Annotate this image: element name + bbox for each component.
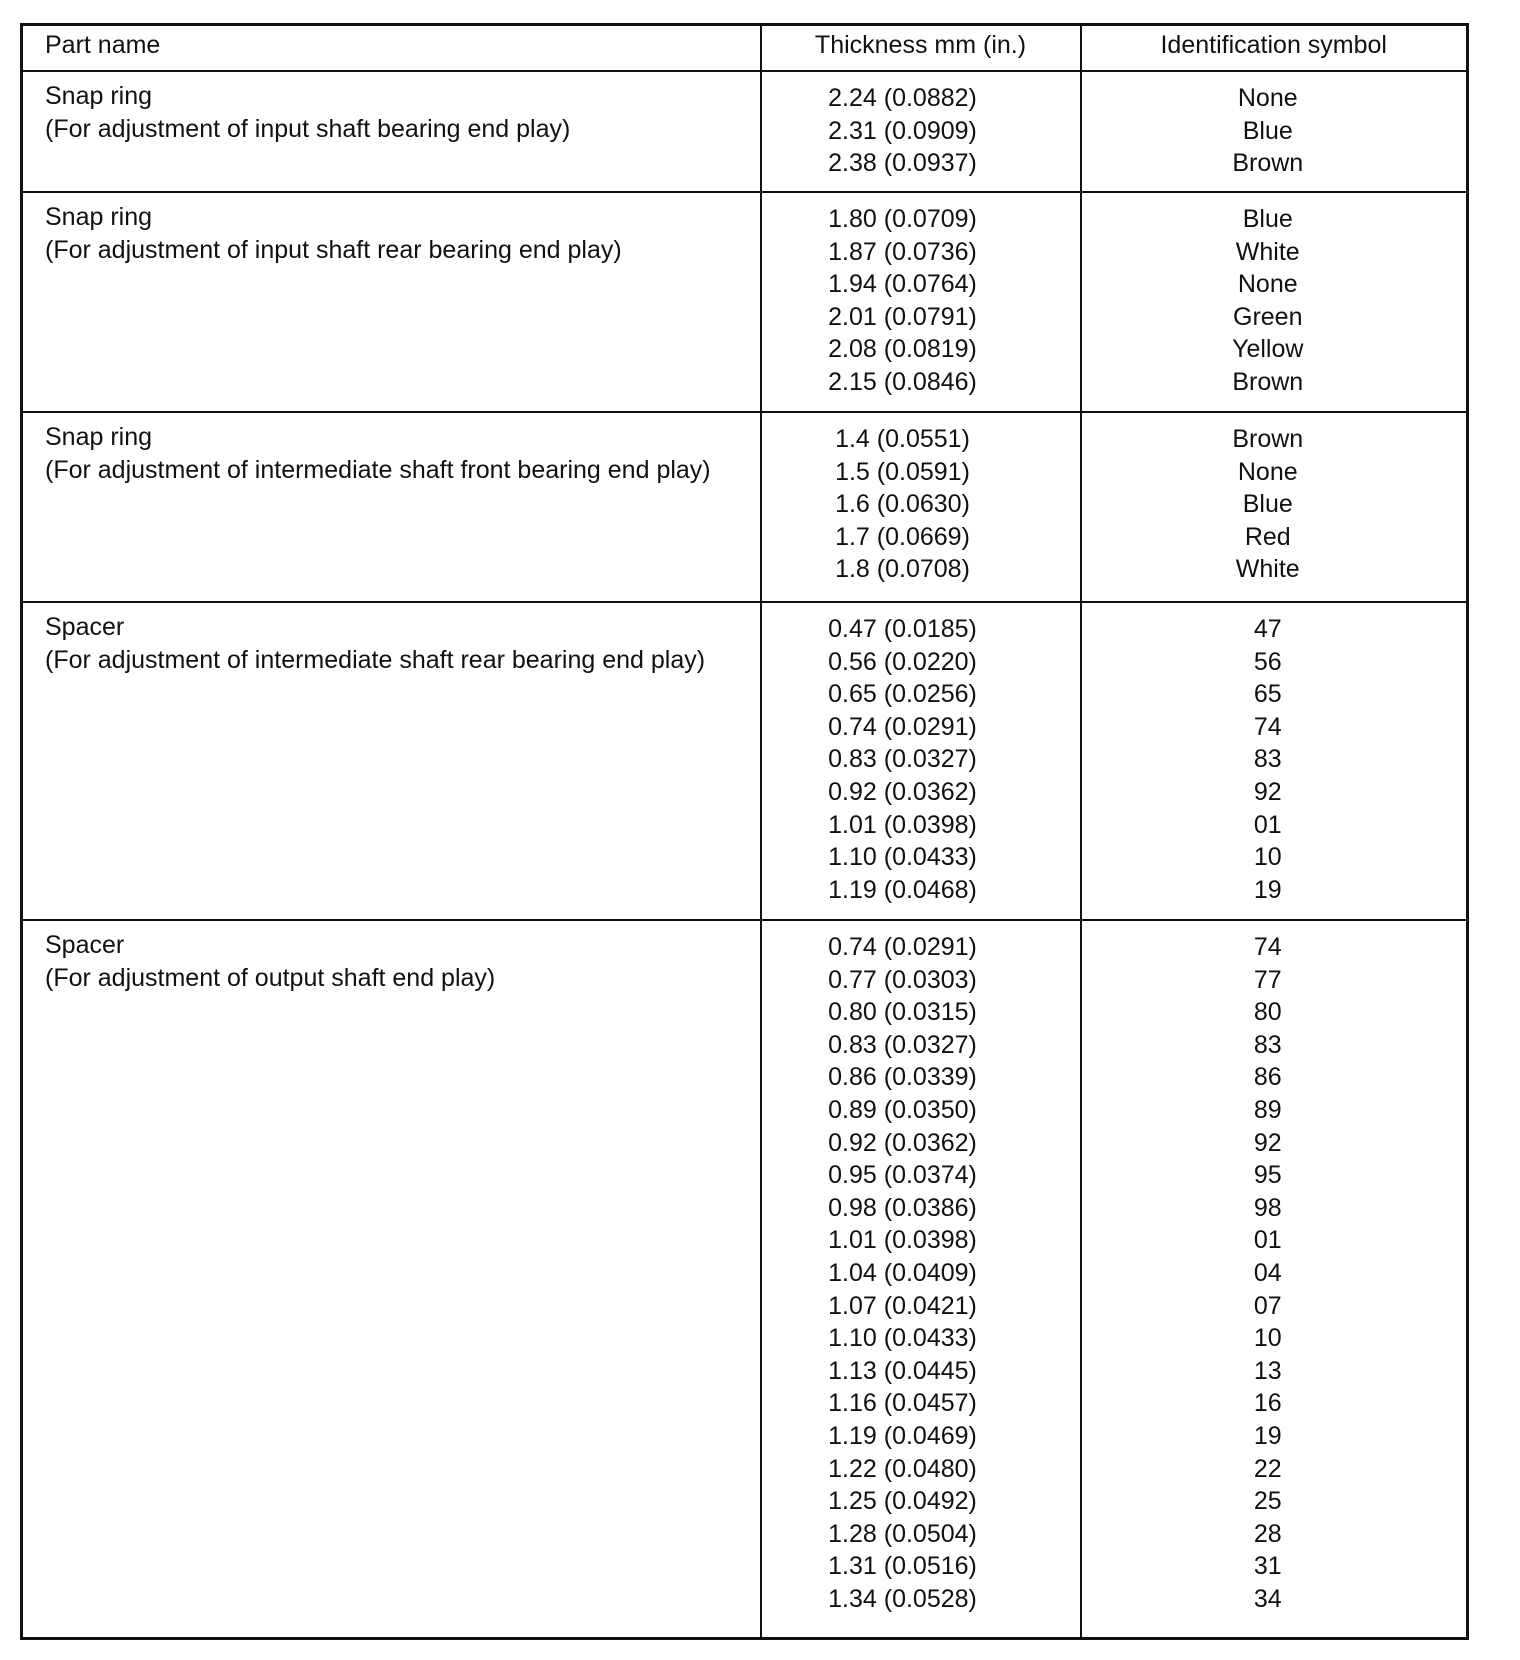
identification-symbol: 19 <box>1253 1421 1282 1450</box>
thickness-value: 0.86 (0.0339) <box>828 1063 977 1092</box>
thickness-value: 1.01 (0.0398) <box>828 1226 977 1255</box>
thickness-value: 2.01 (0.0791) <box>828 302 977 331</box>
thickness-value: 1.31 (0.0516) <box>828 1552 977 1581</box>
thickness-value: 1.4 (0.0551) <box>835 425 970 453</box>
thickness-value: 1.19 (0.0469) <box>828 1421 977 1450</box>
column-header-identification-symbol: Identification symbol <box>1081 25 1468 72</box>
identification-symbol: 74 <box>1253 933 1282 961</box>
thickness-value: 1.16 (0.0457) <box>828 1389 977 1418</box>
table-row <box>22 602 1468 920</box>
part-name: Spacer <box>45 613 125 641</box>
identification-symbol: 92 <box>1253 777 1282 806</box>
thickness-cell <box>761 412 1081 602</box>
identification-symbol: 80 <box>1253 998 1282 1027</box>
part-purpose: (For adjustment of input shaft bearing end play) <box>45 114 571 143</box>
thickness-value: 1.07 (0.0421) <box>828 1291 977 1320</box>
identification-symbol: 98 <box>1253 1193 1282 1222</box>
thickness-value: 1.13 (0.0445) <box>828 1356 977 1385</box>
thickness-value: 1.01 (0.0398) <box>828 810 977 839</box>
identification-symbol: Brown <box>1232 425 1304 453</box>
identification-symbol-cell <box>1081 192 1468 412</box>
thickness-value: 0.89 (0.0350) <box>828 1095 977 1124</box>
identification-symbol: Blue <box>1242 490 1293 519</box>
identification-symbol: Green <box>1233 302 1303 331</box>
thickness-value: 0.92 (0.0362) <box>828 1128 977 1157</box>
identification-symbol: 74 <box>1253 712 1282 741</box>
thickness-value: 1.10 (0.0433) <box>828 843 977 872</box>
thickness-value: 1.6 (0.0630) <box>835 490 970 519</box>
thickness-value: 2.38 (0.0937) <box>828 149 977 178</box>
thickness-value: 1.10 (0.0433) <box>828 1324 977 1353</box>
identification-symbol: White <box>1235 237 1300 266</box>
identification-symbol: 01 <box>1253 1226 1282 1255</box>
thickness-value: 0.74 (0.0291) <box>828 933 977 961</box>
identification-symbol: 34 <box>1253 1584 1282 1613</box>
thickness-value: 0.83 (0.0327) <box>828 745 977 774</box>
identification-symbol: 65 <box>1253 680 1282 709</box>
part-name: Snap ring <box>45 203 153 231</box>
identification-symbol: 22 <box>1253 1454 1282 1483</box>
thickness-value: 0.95 (0.0374) <box>828 1161 977 1190</box>
identification-symbol: Blue <box>1242 205 1293 233</box>
identification-symbol: White <box>1235 555 1300 584</box>
identification-symbol: Blue <box>1242 116 1293 145</box>
identification-symbol-cell <box>1081 602 1468 920</box>
part-name-cell <box>22 920 761 1638</box>
identification-symbol: 28 <box>1253 1519 1282 1548</box>
identification-symbol: 01 <box>1253 810 1282 839</box>
thickness-value: 0.80 (0.0315) <box>828 998 977 1027</box>
thickness-value: 1.8 (0.0708) <box>835 555 970 584</box>
thickness-cell <box>761 71 1081 192</box>
thickness-value: 0.74 (0.0291) <box>828 712 977 741</box>
identification-symbol: 47 <box>1253 615 1282 643</box>
part-purpose: (For adjustment of intermediate shaft rear bearing end play) <box>45 645 706 674</box>
identification-symbol: 77 <box>1253 965 1282 994</box>
thickness-value: 1.28 (0.0504) <box>828 1519 977 1548</box>
identification-symbol: 83 <box>1253 1030 1282 1059</box>
thickness-value: 1.25 (0.0492) <box>828 1487 977 1516</box>
thickness-value: 0.65 (0.0256) <box>828 680 977 709</box>
table-row <box>22 920 1468 1638</box>
thickness-value: 0.83 (0.0327) <box>828 1030 977 1059</box>
identification-symbol: 31 <box>1253 1552 1282 1581</box>
thickness-value: 1.22 (0.0480) <box>828 1454 977 1483</box>
thickness-value: 0.56 (0.0220) <box>828 647 977 676</box>
thickness-value: 1.94 (0.0764) <box>828 270 977 299</box>
identification-symbol: 04 <box>1253 1258 1282 1287</box>
identification-symbol: 13 <box>1253 1356 1282 1385</box>
column-header-part-name: Part name <box>22 25 761 72</box>
identification-symbol: 92 <box>1253 1128 1282 1157</box>
thickness-cell <box>761 192 1081 412</box>
adjustment-parts-table <box>20 23 1469 1640</box>
part-name-cell <box>22 71 761 192</box>
thickness-value: 1.19 (0.0468) <box>828 875 977 904</box>
identification-symbol-cell <box>1081 412 1468 602</box>
thickness-cell <box>761 920 1081 1638</box>
identification-symbol: None <box>1237 84 1298 112</box>
identification-symbol: 07 <box>1253 1291 1282 1320</box>
thickness-value: 1.34 (0.0528) <box>828 1584 977 1613</box>
part-name-cell <box>22 412 761 602</box>
identification-symbol: Brown <box>1232 149 1304 178</box>
part-name: Snap ring <box>45 423 153 451</box>
part-name-cell <box>22 192 761 412</box>
header-row <box>22 25 1468 72</box>
thickness-cell <box>761 602 1081 920</box>
identification-symbol: 25 <box>1253 1487 1282 1516</box>
identification-symbol: 83 <box>1253 745 1282 774</box>
part-name-cell <box>22 602 761 920</box>
thickness-value: 0.47 (0.0185) <box>828 615 977 643</box>
table-row <box>22 192 1468 412</box>
part-purpose: (For adjustment of output shaft end play) <box>45 963 496 992</box>
thickness-value: 2.31 (0.0909) <box>828 116 977 145</box>
identification-symbol: Red <box>1244 522 1291 551</box>
identification-symbol: 10 <box>1253 1324 1282 1353</box>
thickness-value: 1.87 (0.0736) <box>828 237 977 266</box>
table-row <box>22 412 1468 602</box>
thickness-value: 1.7 (0.0669) <box>835 522 970 551</box>
table-row <box>22 71 1468 192</box>
part-name: Spacer <box>45 931 125 959</box>
identification-symbol: None <box>1237 270 1298 299</box>
identification-symbol: 19 <box>1253 875 1282 904</box>
identification-symbol: 16 <box>1253 1389 1282 1418</box>
thickness-value: 1.04 (0.0409) <box>828 1258 977 1287</box>
identification-symbol: Brown <box>1232 367 1304 396</box>
identification-symbol: 86 <box>1253 1063 1282 1092</box>
thickness-value: 0.92 (0.0362) <box>828 777 977 806</box>
part-name: Snap ring <box>45 82 153 110</box>
thickness-value: 1.5 (0.0591) <box>835 457 970 486</box>
identification-symbol: 56 <box>1253 647 1282 676</box>
identification-symbol: 10 <box>1253 843 1282 872</box>
part-purpose: (For adjustment of intermediate shaft front bearing end play) <box>45 455 711 484</box>
thickness-value: 0.77 (0.0303) <box>828 965 977 994</box>
identification-symbol: 95 <box>1253 1161 1282 1190</box>
thickness-value: 2.24 (0.0882) <box>828 84 977 112</box>
thickness-value: 2.08 (0.0819) <box>828 335 977 364</box>
identification-symbol: 89 <box>1253 1095 1282 1124</box>
identification-symbol-cell <box>1081 920 1468 1638</box>
column-header-thickness: Thickness mm (in.) <box>761 25 1081 72</box>
thickness-value: 1.80 (0.0709) <box>828 205 977 233</box>
identification-symbol-cell <box>1081 71 1468 192</box>
identification-symbol: None <box>1237 457 1298 486</box>
spec-sheet <box>20 23 1466 1633</box>
thickness-value: 2.15 (0.0846) <box>828 367 977 396</box>
table-body <box>22 71 1468 1638</box>
part-purpose: (For adjustment of input shaft rear bearing end play) <box>45 235 622 264</box>
identification-symbol: Yellow <box>1232 335 1304 364</box>
thickness-value: 0.98 (0.0386) <box>828 1193 977 1222</box>
